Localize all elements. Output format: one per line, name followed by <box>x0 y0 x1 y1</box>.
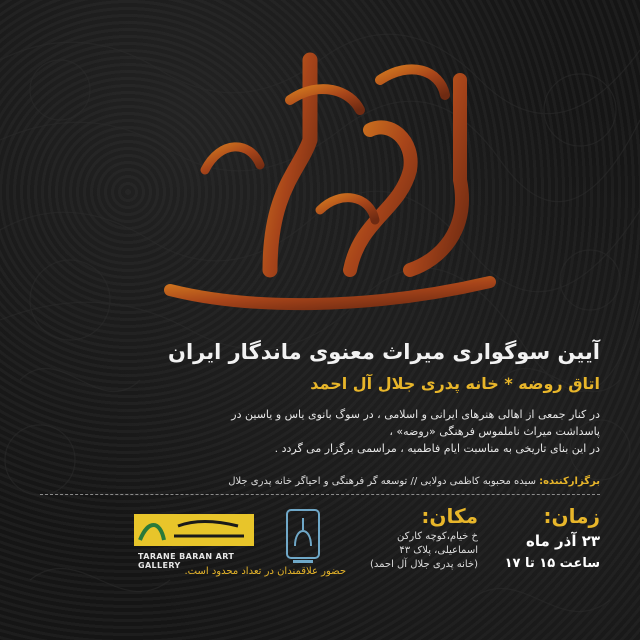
time-section <box>490 504 600 571</box>
gallery-logo-icon <box>134 510 254 550</box>
address-line: خ خیام،کوچه کارکن <box>397 531 478 542</box>
dashed-divider <box>40 494 600 495</box>
organizers-label: برگزارکننده: <box>539 476 600 487</box>
event-description <box>40 406 600 457</box>
attendance-notice: حضور علاقمندان در تعداد محدود است. <box>184 566 346 577</box>
place-section <box>360 504 478 570</box>
event-subtitle: اتاق روضه * خانه پدری جلال آل احمد <box>310 374 600 393</box>
organizers <box>40 476 600 487</box>
house-logo-icon <box>283 506 323 566</box>
calligraphy-artwork <box>110 20 530 320</box>
description-line: در کنار جمعی از اهالی هنرهای ایرانی و اسلامی ، در سوگ بانوی یاس و یاسین در <box>231 408 600 421</box>
organizers-value: سیده محبوبه کاظمی دولابی // توسعه گر فرهنگی و احیاگر خانه پدری جلال <box>228 476 536 487</box>
description-line: در این بنای تاریخی به مناسبت ایام فاطمیه ، مراسمی برگزار می گردد . <box>274 442 600 455</box>
address-line: (خانه پدری جلال آل احمد) <box>369 559 478 570</box>
event-hours: ساعت ۱۵ تا ۱۷ <box>504 556 600 571</box>
address-line: اسماعیلی، پلاک ۴۳ <box>399 545 478 556</box>
event-date: ۲۳ آذر ماه <box>525 532 600 550</box>
time-heading: زمان: <box>543 504 600 528</box>
description-line: پاسداشت میراث ناملموس فرهنگی «روضه» ، <box>389 425 600 438</box>
place-heading: مکان: <box>421 504 478 528</box>
event-title: آیین سوگواری میراث معنوی ماندگار ایران <box>168 340 600 364</box>
gallery-name: TARANE BARAN ART GALLERY <box>138 552 235 570</box>
